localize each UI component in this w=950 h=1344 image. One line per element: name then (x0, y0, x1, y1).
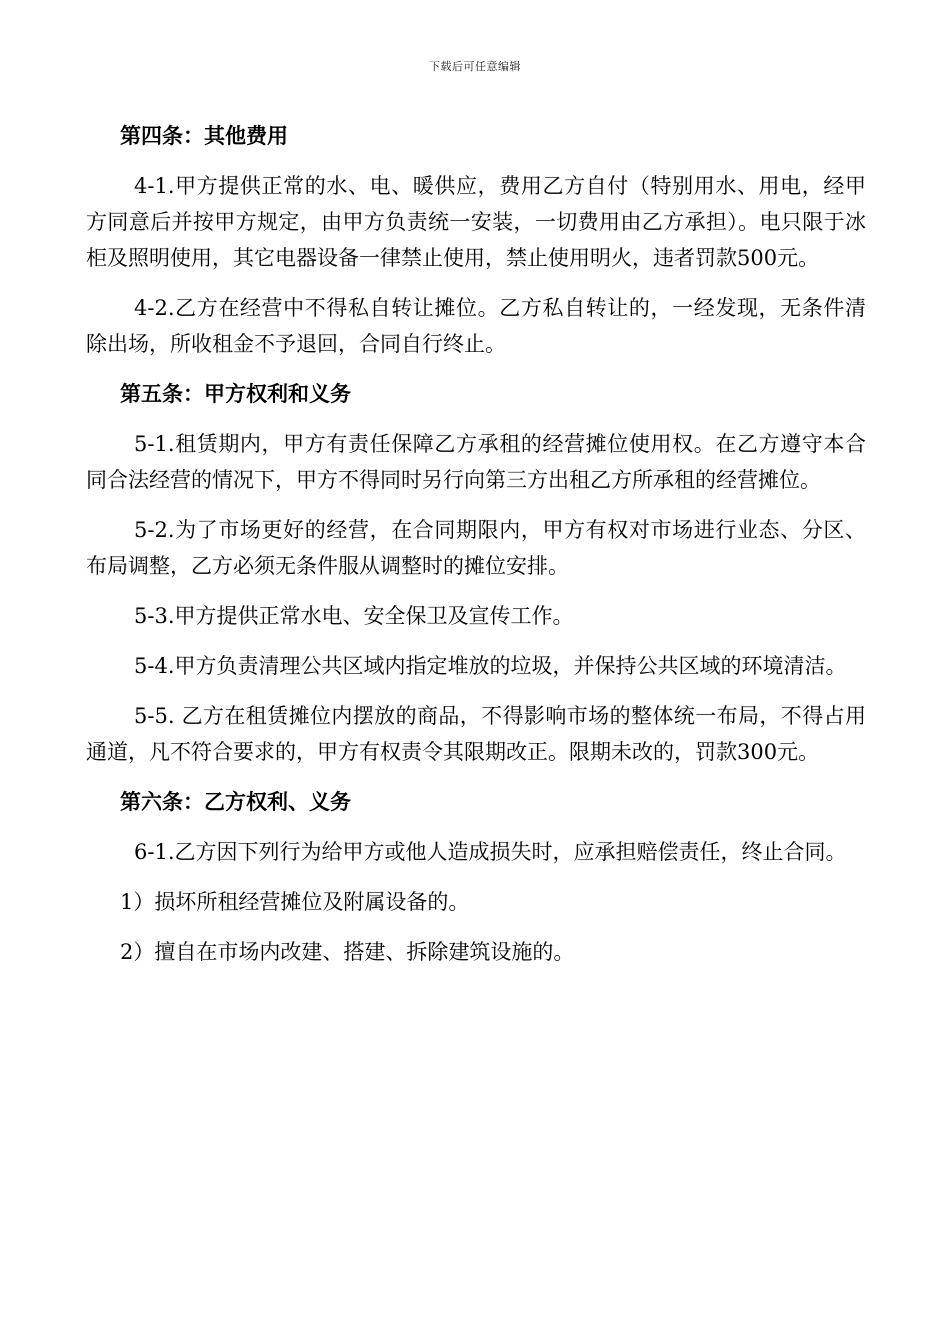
clause-4-1: 4-1.甲方提供正常的水、电、暖供应，费用乙方自付（特别用水、用电，经甲方同意后并按甲方规定，由甲方负责统一安装，一切费用由乙方承担）。电只限于冰柜及照明使用，其它电器设备一律禁止使用，禁止使用明火，违者罚款500元。 (86, 174, 866, 270)
clause-4-2: 4-2.乙方在经营中不得私自转让摊位。乙方私自转让的，一经发现，无条件清除出场，所收租金不予退回，合同自行终止。 (86, 296, 866, 356)
list-item: 2）擅自在市场内改建、搭建、拆除建筑设施的。 (120, 940, 575, 964)
list-item: 1）损坏所租经营摊位及附属设备的。 (120, 890, 470, 914)
clause-5-2: 5-2.为了市场更好的经营，在合同期限内，甲方有权对市场进行业态、分区、布局调整，乙方必须无条件服从调整时的摊位安排。 (86, 518, 866, 578)
section-6-heading: 第六条：乙方权利、义务 (120, 790, 351, 814)
clause-5-5: 5-5. 乙方在租赁摊位内摆放的商品，不得影响市场的整体统一布局，不得占用通道，凡不符合要求的，甲方有权责令其限期改正。限期未改的，罚款300元。 (86, 704, 866, 764)
clause-5-4: 5-4.甲方负责清理公共区域内指定堆放的垃圾，并保持公共区域的环境清洁。 (134, 654, 847, 678)
section-4-heading: 第四条：其他费用 (120, 124, 288, 148)
document-body (86, 118, 866, 984)
header-note: 下载后可任意编辑 (429, 60, 521, 73)
clause-6-1: 6-1.乙方因下列行为给甲方或他人造成损失时，应承担赔偿责任，终止合同。 (134, 840, 847, 864)
section-5-heading: 第五条：甲方权利和义务 (120, 382, 351, 406)
clause-5-1: 5-1.租赁期内，甲方有责任保障乙方承租的经营摊位使用权。在乙方遵守本合同合法经营的情况下，甲方不得同时另行向第三方出租乙方所承租的经营摊位。 (86, 432, 866, 492)
clause-5-3: 5-3.甲方提供正常水电、安全保卫及宣传工作。 (134, 604, 574, 628)
